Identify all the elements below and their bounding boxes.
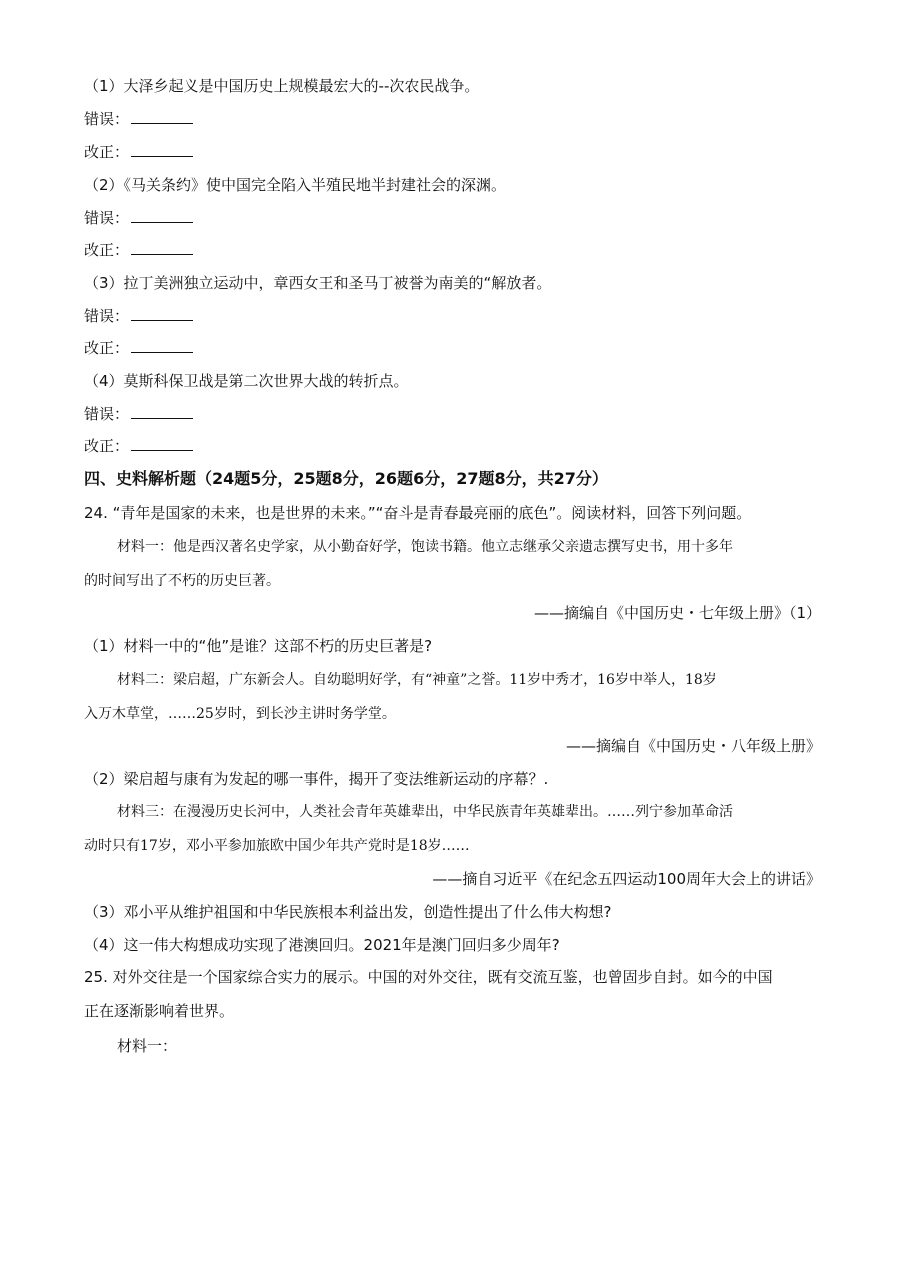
q3-wrong-row — [84, 306, 193, 326]
q24-sub-4: （4）这一伟大构想成功实现了港澳回归。2021年是澳门回归多少周年? — [84, 936, 560, 954]
material-2-line-2: 入万木草堂，……25岁时，到长沙主讲时务学堂。 — [84, 706, 396, 722]
q25-stem-line-1: 25. 对外交往是一个国家综合实力的展示。中国的对外交往，既有交流互鉴，也曾固步自封。如今的中国 — [84, 968, 773, 986]
q4-text: （4）莫斯科保卫战是第二次世界大战的转折点。 — [84, 372, 409, 390]
q4-wrong-row — [84, 404, 193, 424]
q24-sub-2: （2）梁启超与康有为发起的哪一事件，揭开了变法维新运动的序幕？. — [84, 770, 549, 788]
q24-stem: 24. “青年是国家的未来，也是世界的未来。”“奋斗是青春最亮丽的底色”。阅读材料，回答下列问题。 — [84, 504, 752, 522]
answer-blank[interactable] — [131, 404, 193, 419]
material-1-source: ——摘编自《中国历史・七年级上册》（1） — [533, 604, 821, 622]
wrong-label: 错误： — [84, 405, 130, 423]
fix-label: 改正： — [84, 339, 130, 357]
material-3-source: ——摘自习近平《在纪念五四运动100周年大会上的讲话》 — [432, 870, 821, 888]
wrong-label: 错误： — [84, 209, 130, 227]
q2-text: （2）《马关条约》使中国完全陷入半殖民地半封建社会的深渊。 — [84, 176, 507, 194]
material-2-line-1: 材料二：梁启超，广东新会人。自幼聪明好学，有“神童”之誉。11岁中秀才，16岁中举人，18岁 — [117, 672, 717, 688]
q24-sub-1: （1）材料一中的“他”是谁？这部不朽的历史巨著是? — [84, 637, 433, 655]
q2-wrong-row — [84, 208, 193, 228]
fix-label: 改正： — [84, 241, 130, 259]
q3-fix-row — [84, 338, 193, 358]
answer-blank[interactable] — [131, 436, 193, 451]
wrong-label: 错误： — [84, 307, 130, 325]
q1-text: （1）大泽乡起义是中国历史上规模最宏大的--次农民战争。 — [84, 77, 480, 95]
q1-fix-row — [84, 142, 193, 162]
material-1-line-1: 材料一：他是西汉著名史学家，从小勤奋好学，饱读书籍。他立志继承父亲遗志撰写史书，用十多年 — [117, 539, 733, 555]
answer-blank[interactable] — [131, 240, 193, 255]
fix-label: 改正： — [84, 143, 130, 161]
q2-fix-row — [84, 240, 193, 260]
answer-blank[interactable] — [131, 338, 193, 353]
material-3-line-2: 动时只有17岁，邓小平参加旅欧中国少年共产党时是18岁…… — [84, 838, 470, 854]
q25-material-1-label: 材料一： — [117, 1037, 178, 1055]
material-1-line-2: 的时间写出了不朽的历史巨著。 — [84, 573, 280, 589]
section-heading: 四、史料解析题（24题5分，25题8分，26题6分，27题8分，共27分） — [84, 469, 608, 488]
answer-blank[interactable] — [131, 142, 193, 157]
q25-stem-line-2: 正在逐渐影响着世界。 — [84, 1002, 235, 1020]
q24-sub-3: （3）邓小平从维护祖国和中华民族根本利益出发，创造性提出了什么伟大构想? — [84, 903, 612, 921]
q4-fix-row — [84, 436, 193, 456]
answer-blank[interactable] — [131, 109, 193, 124]
material-2-source: ——摘编自《中国历史・八年级上册》 — [565, 737, 821, 755]
q1-wrong-row — [84, 109, 193, 129]
wrong-label: 错误： — [84, 110, 130, 128]
fix-label: 改正： — [84, 437, 130, 455]
answer-blank[interactable] — [131, 306, 193, 321]
answer-blank[interactable] — [131, 208, 193, 223]
q3-text: （3）拉丁美洲独立运动中，章西女王和圣马丁被誉为南美的“解放者。 — [84, 274, 552, 292]
material-3-line-1: 材料三：在漫漫历史长河中，人类社会青年英雄辈出，中华民族青年英雄辈出。……列宁参加革命活 — [117, 804, 733, 820]
